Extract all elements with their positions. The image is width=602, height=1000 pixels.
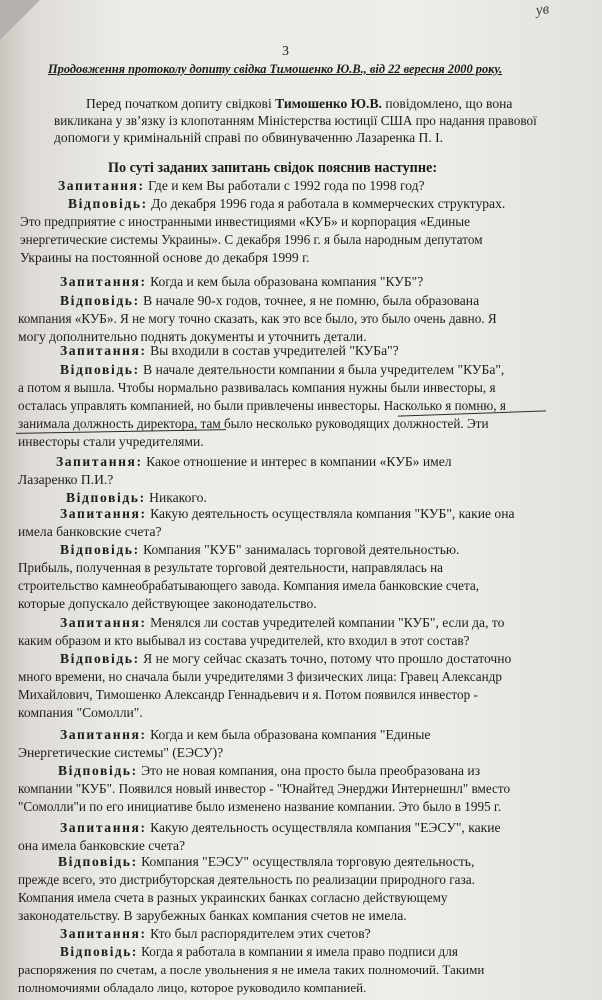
answer-1-line-4: Украины на постоянной основе до декабря 1999 г. — [20, 250, 310, 265]
answer-7-line-3: "Сомолли"и по его инициативе было изменено название компании. Это было в 1995 г. — [18, 799, 502, 814]
question-5-line-1: Запитання: Какую деятельность осуществляла компания "КУБ", какие она — [60, 506, 515, 521]
answer-6-line-4: компания "Сомолли". — [18, 705, 143, 720]
protocol-header: Продовження протоколу допиту свідка Тимошенко Ю.В., від 22 вересня 2000 року. — [48, 62, 503, 76]
answer-5-line-4: которые допускало действующее законодательство. — [18, 596, 317, 611]
answer-3-line-3: осталась управлять компанией, но были привлечены инвесторы. Насколько я помню, я — [18, 398, 506, 413]
question-7-line-1: Запитання: Когда и кем была образована компания "Единые — [60, 727, 431, 742]
question-6-line-1: Запитання: Менялся ли состав учредителей компании "КУБ", если да, то — [60, 615, 505, 630]
answer-7-line-1: Відповідь: Это не новая компания, она просто была преобразована из — [58, 763, 481, 778]
answer-2-line-2: компания «КУБ». Я не могу точно сказать, как это все было, это было очень давно. Я — [18, 311, 497, 326]
answer-5-line-2: Прибыль, полученная в результате торговой деятельности, направлялась на — [18, 560, 443, 575]
answer-6-line-1: Відповідь: Я не могу сейчас сказать точно, потому что прошло достаточно — [60, 651, 512, 666]
answer-9-line-3: полномочиями обладало лицо, которое руководило компанией. — [18, 980, 367, 995]
answer-8-line-2: прежде всего, это дистрибуторская деятельность по реализации природного газа. — [18, 872, 475, 887]
page-corner-shadow — [0, 0, 40, 40]
answer-5-line-3: строительство камнеобрабатывающего завода. Компания имела банковские счета, — [18, 578, 480, 593]
intro-line-2: викликана у зв’язку із клопотанням Міністерства юстиції США про надання правової — [54, 113, 537, 128]
answer-5-line-1: Відповідь: Компания "КУБ" занималась торговой деятельностью. — [60, 542, 460, 557]
answer-3-line-5: инвесторы стали учредителями. — [18, 434, 204, 449]
answer-8-line-3: Компания имела счета в разных украинских банках согласно действующему — [18, 890, 448, 905]
answer-8-line-1: Відповідь: Компания "ЕЭСУ" осуществляла торговую деятельность, — [58, 854, 475, 869]
page-number: 3 — [282, 44, 289, 59]
answer-3-line-4: занимала должность директора, там было несколько руководящих должностей. Эти — [18, 416, 489, 431]
answer-6-line-3: Михайлович, Тимошенко Александр Геннадьевич и я. Потом появился инвестор - — [18, 687, 478, 702]
question-5-line-2: имела банковские счета? — [18, 524, 162, 539]
question-4-line-2: Лазаренко П.И.? — [18, 472, 114, 487]
question-8-line-1: Запитання: Какую деятельность осуществляла компания "ЕЭСУ", какие — [60, 820, 501, 835]
question-1: Запитання: Где и кем Вы работали с 1992 года по 1998 год? — [58, 178, 425, 193]
intro-line-1: Перед початком допиту свідкові Тимошенко Ю.В. повідомлено, що вона — [86, 96, 513, 111]
question-3: Запитання: Вы входили в состав учредителей "КУБа"? — [60, 343, 399, 358]
intro-line-3: допомоги у кримінальній справі по обвинуваченню Лазаренка П. І. — [54, 130, 444, 145]
answer-2-line-1: Відповідь: В начале 90-х годов, точнее, я не помню, была образована — [60, 293, 480, 308]
question-4-line-1: Запитання: Какое отношение и интерес в компании «КУБ» имел — [56, 454, 452, 469]
question-6-line-2: каким образом и кто выбывал из состава учредителей, кто входил в этот состав? — [18, 633, 470, 648]
answer-3-line-1: Відповідь: В начале деятельности компании я была учредителем "КУБа", — [60, 362, 505, 377]
answer-7-line-2: компании "КУБ". Появился новый инвестор - "Юнайтед Энерджи Интернешнл" вместо — [18, 781, 511, 796]
answer-9-line-1: Відповідь: Когда я работала в компании я имела право подписи для — [60, 944, 458, 959]
question-9: Запитання: Кто был распорядителем этих счетов? — [60, 926, 371, 941]
section-title: По суті заданих запитань свідок пояснив наступне: — [108, 160, 438, 176]
handwritten-page-mark: ув — [534, 1, 551, 19]
answer-2-line-3: могу дополнительно поднять документы и уточнить детали. — [18, 329, 367, 344]
answer-3-line-2: а потом я вышла. Чтобы нормально развивалась компания нужны были инвесторы, я — [18, 380, 496, 395]
answer-1-line-1: Відповідь: До декабря 1996 года я работала в коммерческих структурах. — [68, 196, 506, 211]
question-8-line-2: она имела банковские счета? — [18, 838, 186, 853]
answer-9-line-2: распоряжения по счетам, а после увольнения я не имела таких полномочий. Такими — [18, 962, 485, 977]
answer-6-line-2: много времени, но сначала были учредителями 3 физических лица: Гравец Александр — [18, 669, 502, 684]
answer-1-line-3: энергетические системы Украины». С декабря 1996 г. я была народным депутатом — [20, 232, 483, 247]
answer-4: Відповідь: Никакого. — [66, 490, 207, 505]
question-2: Запитання: Когда и кем была образована компания "КУБ"? — [60, 274, 424, 289]
answer-1-line-2: Это предприятие с иностранными инвестициями «КУБ» и корпорация «Единые — [20, 214, 471, 229]
question-7-line-2: Энергетические системы" (ЕЭСУ)? — [18, 745, 224, 760]
answer-8-line-4: законодательству. В зарубежных банках компания счетов не имела. — [18, 908, 407, 923]
